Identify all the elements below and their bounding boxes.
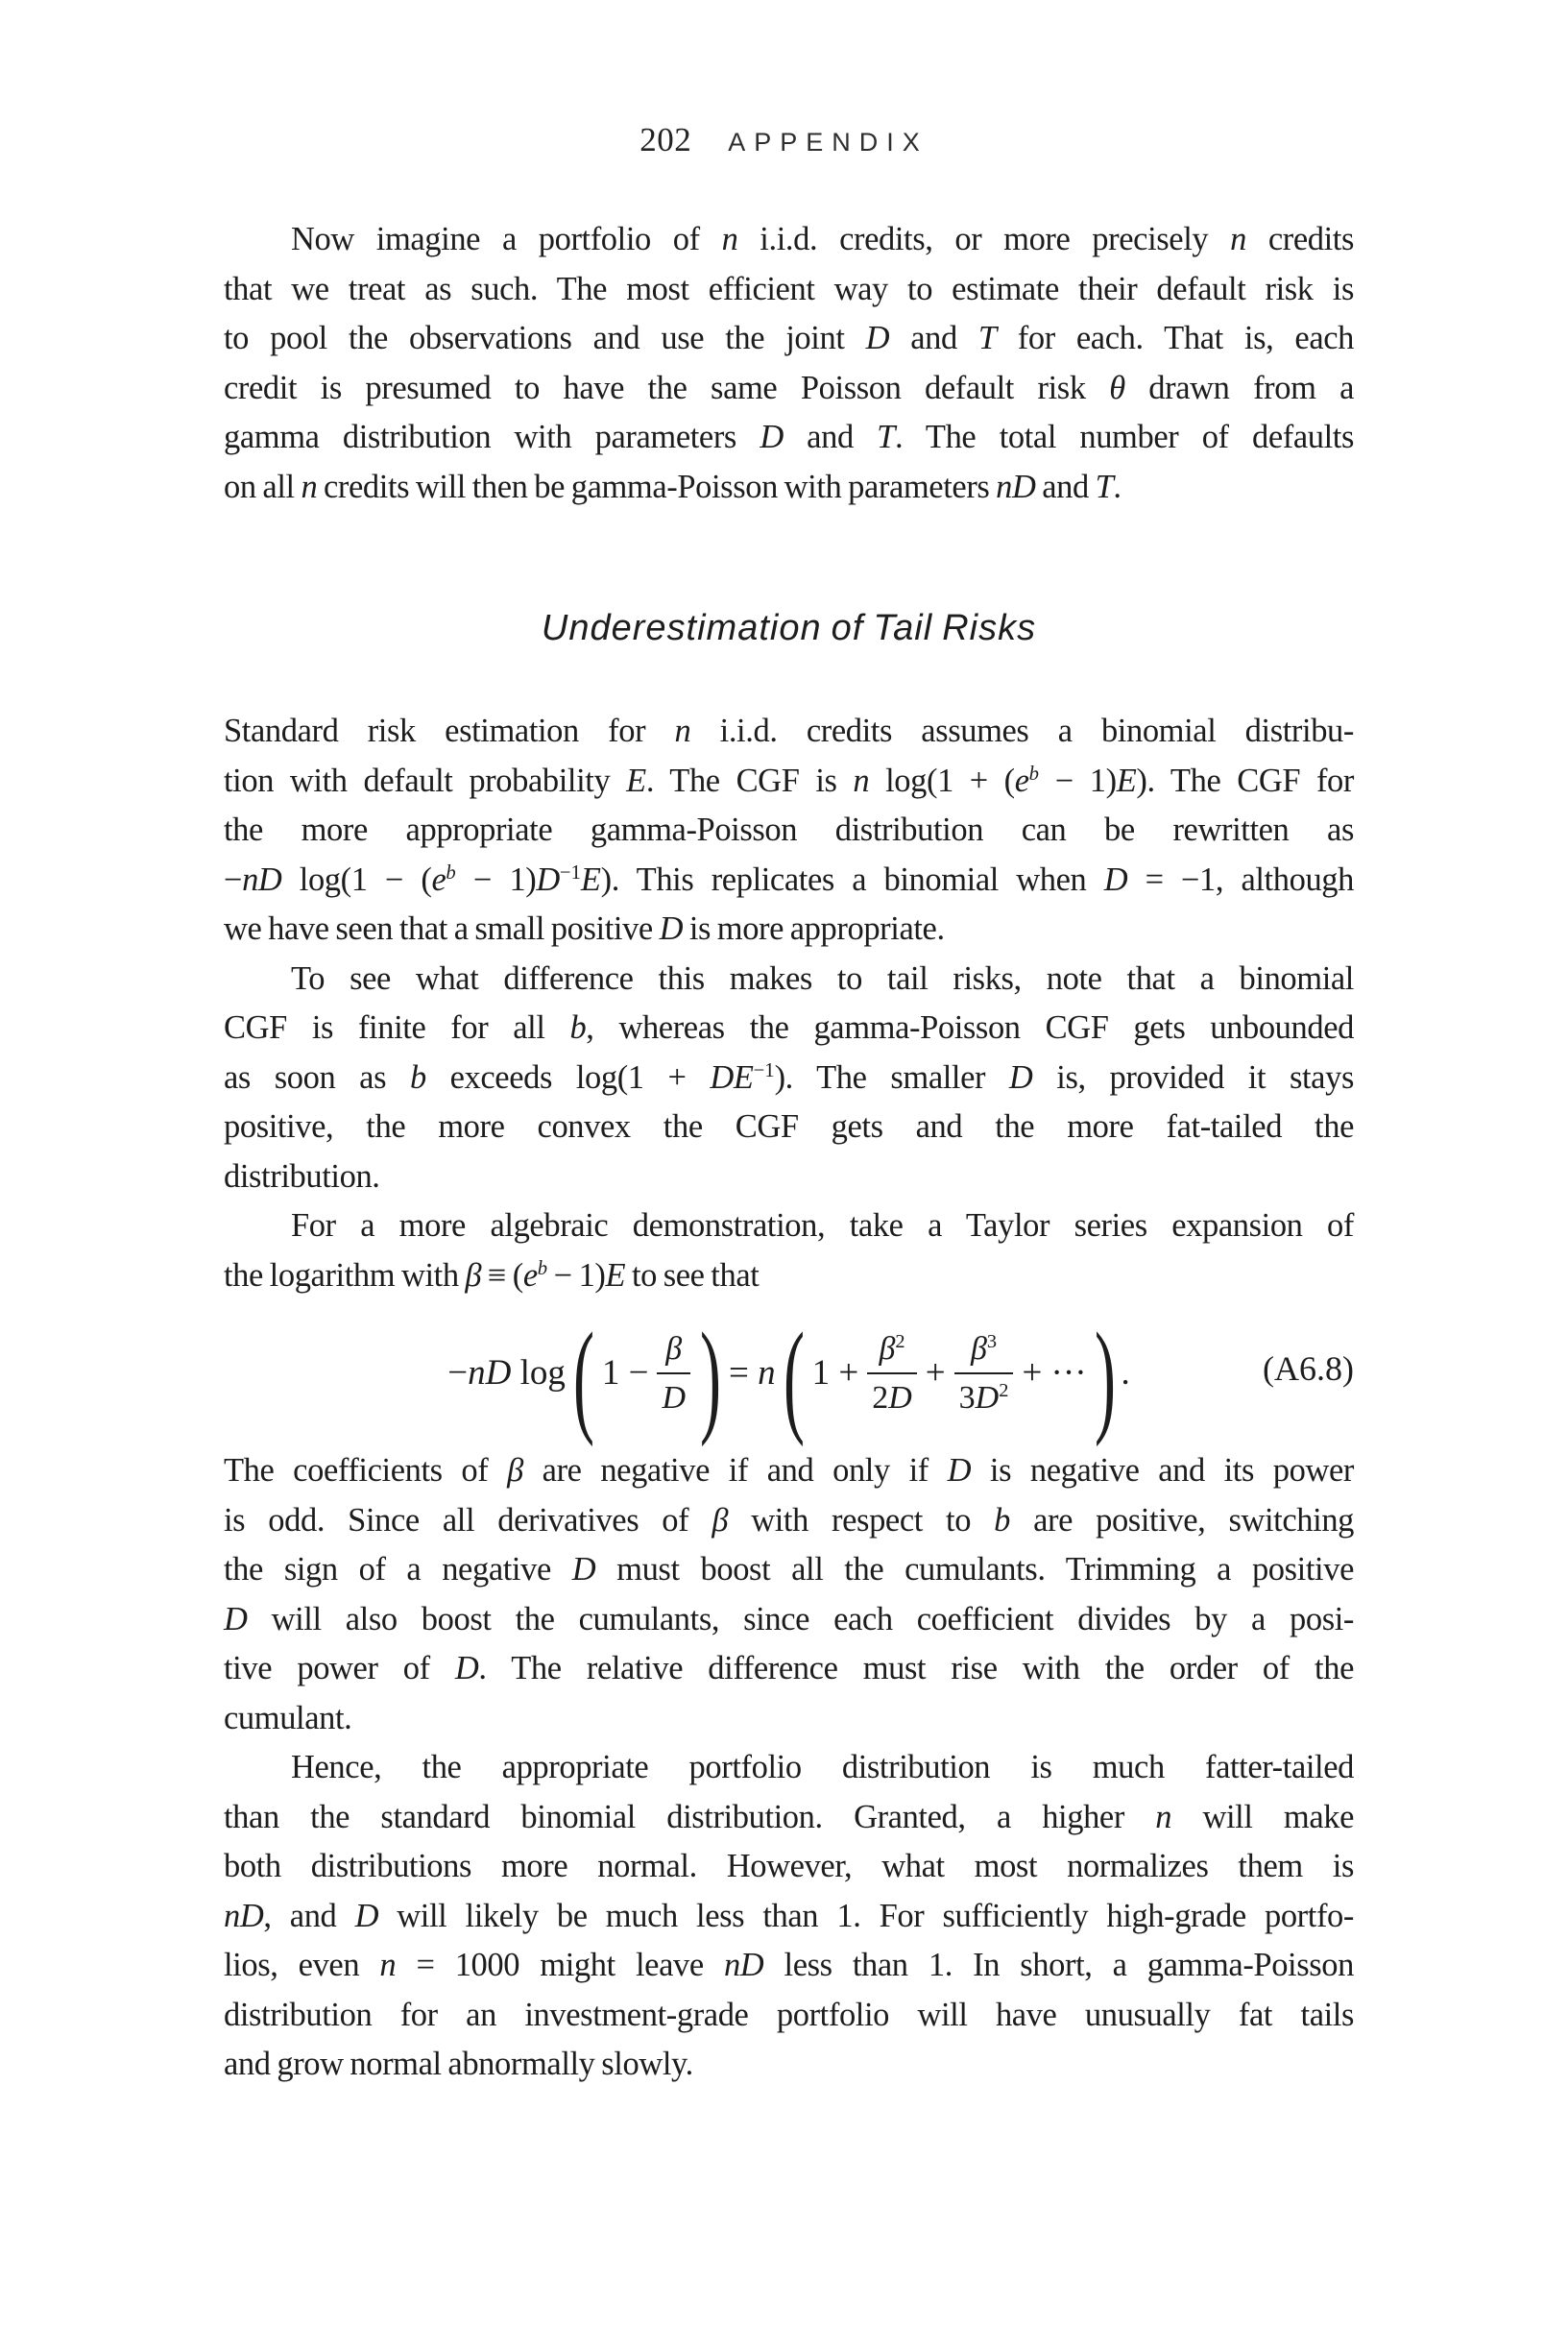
text-line: is odd. Since all derivatives of β with respect to b are positive, switching <box>224 1501 1355 1539</box>
fraction-denominator: D <box>657 1372 690 1415</box>
text-line: Hence, the appropriate portfolio distribution is much fatter-tailed <box>291 1749 1354 1785</box>
text-line: the more appropriate gamma-Poisson distribution can be rewritten as <box>224 812 1354 848</box>
text-line: lios, even n = 1000 might leave nD less than 1. In short, a gamma-Poisson <box>224 1947 1354 1983</box>
text-line: tion with default probability E. The CGF is n $\log(1 + (e^b - 1)E)$. The CGF for <box>224 762 1354 799</box>
text-line: cumulant. <box>224 1699 352 1736</box>
text-line: gamma distribution with parameters D and T. The total number of defaults <box>224 419 1354 455</box>
equation-equals: = n <box>729 1353 776 1394</box>
fraction-beta3-over-3d2 <box>954 1330 1014 1416</box>
paragraph-taylor <box>224 1201 1354 1300</box>
equation-prefix: −nD log <box>447 1353 566 1394</box>
text-line: than the standard binomial distribution. Granted, a higher n will make <box>224 1798 1354 1835</box>
running-head: APPENDIX <box>728 128 929 157</box>
text-line: credit is presumed to have the same Poisson default risk θ drawn from a <box>224 369 1354 406</box>
equation-a6-8 <box>224 1300 1354 1446</box>
equation-term: 1 − <box>601 1353 649 1394</box>
text-line: the logarithm with $\beta \equiv (e^b - 1)E$ to see that <box>224 1256 760 1294</box>
text-line: The coefficients of β are negative if and only if D is negative and its power <box>224 1452 1354 1489</box>
text-line: For a more algebraic demonstration, take a Taylor series expansion of <box>291 1207 1354 1244</box>
text-line: To see what difference this makes to tail risks, note that a binomial <box>291 959 1354 997</box>
equation-plus: + <box>925 1353 946 1394</box>
text-line: as soon as b exceeds $\log(1 + DE^{-1})$. The smaller D is, provided it stays <box>224 1058 1354 1096</box>
fraction-beta-over-d <box>657 1330 690 1416</box>
section-heading: Underestimation of Tail Risks <box>541 608 1037 648</box>
text-line: to pool the observations and use the joint D and T for each. That is, each <box>224 320 1354 356</box>
equation-math: −nD log ( 1 − $\frac{\beta}{D}$ ) = n ( 1 + $\frac{\beta^2}{2D}$ + $\frac{\beta^3}{3D^2}$ + ··· ) . <box>447 1306 1130 1447</box>
equation-period: . <box>1121 1353 1130 1394</box>
text-line: both distributions more normal. However, what most normalizes them is <box>224 1848 1354 1884</box>
equation-term: 1 + <box>811 1353 859 1394</box>
text-line: tive power of D. The relative difference must rise with the order of the <box>224 1650 1354 1686</box>
text-line: nD, and D will likely be much less than 1. For sufficiently high-grade portfo- <box>224 1897 1354 1934</box>
text-line: positive, the more convex the CGF gets and the more fat-tailed the <box>224 1108 1354 1145</box>
equation-ellipsis-term: + ··· <box>1022 1353 1087 1394</box>
text-line: −nD $\log(1 - (e^b - 1)D^{-1}E)$. This replicates a binomial when D = −1, although <box>224 861 1354 898</box>
fraction-denominator: 2D <box>867 1372 917 1415</box>
text-line: and grow normal abnormally slowly. <box>224 2046 693 2082</box>
paragraph-intro <box>224 215 1354 512</box>
paragraph-standard-risk <box>224 707 1354 955</box>
fraction-numerator: $\beta^3$ <box>970 1330 998 1367</box>
text-line: Now imagine a portfolio of n i.i.d. credits, or more precisely n credits <box>291 221 1355 257</box>
text-line: the sign of a negative D must boost all the cumulants. Trimming a positive <box>224 1551 1355 1588</box>
text-line: on all n credits will then be gamma-Poisson with parameters nD and T. <box>224 468 1122 505</box>
fraction-numerator: β <box>665 1330 683 1367</box>
text-line: D will also boost the cumulants, since each coefficient divides by a posi- <box>224 1600 1354 1637</box>
paragraph-coefficients <box>224 1446 1354 1743</box>
equation-label: (A6.8) <box>1263 1349 1354 1389</box>
fraction-numerator: $\beta^2$ <box>879 1330 905 1367</box>
text-line: we have seen that a small positive D is more appropriate. <box>224 910 945 947</box>
paragraph-tail-risks <box>224 955 1354 1202</box>
text-line: CGF is finite for all b, whereas the gamma-Poisson CGF gets unbounded <box>224 1009 1354 1046</box>
text-line: Standard risk estimation for n i.i.d. credits assumes a binomial distribu- <box>224 713 1354 749</box>
text-line: distribution for an investment-grade portfolio will have unusually fat tails <box>224 1996 1354 2033</box>
text-block <box>224 215 1354 2090</box>
page-header <box>0 121 1568 159</box>
page-number: 202 <box>639 121 692 158</box>
fraction-denominator: $3D^2$ <box>954 1372 1014 1415</box>
text-line: distribution. <box>224 1157 380 1195</box>
paragraph-hence <box>224 1743 1354 2090</box>
fraction-beta2-over-2d <box>867 1330 917 1416</box>
text-line: that we treat as such. The most efficient way to estimate their default risk is <box>224 270 1354 307</box>
